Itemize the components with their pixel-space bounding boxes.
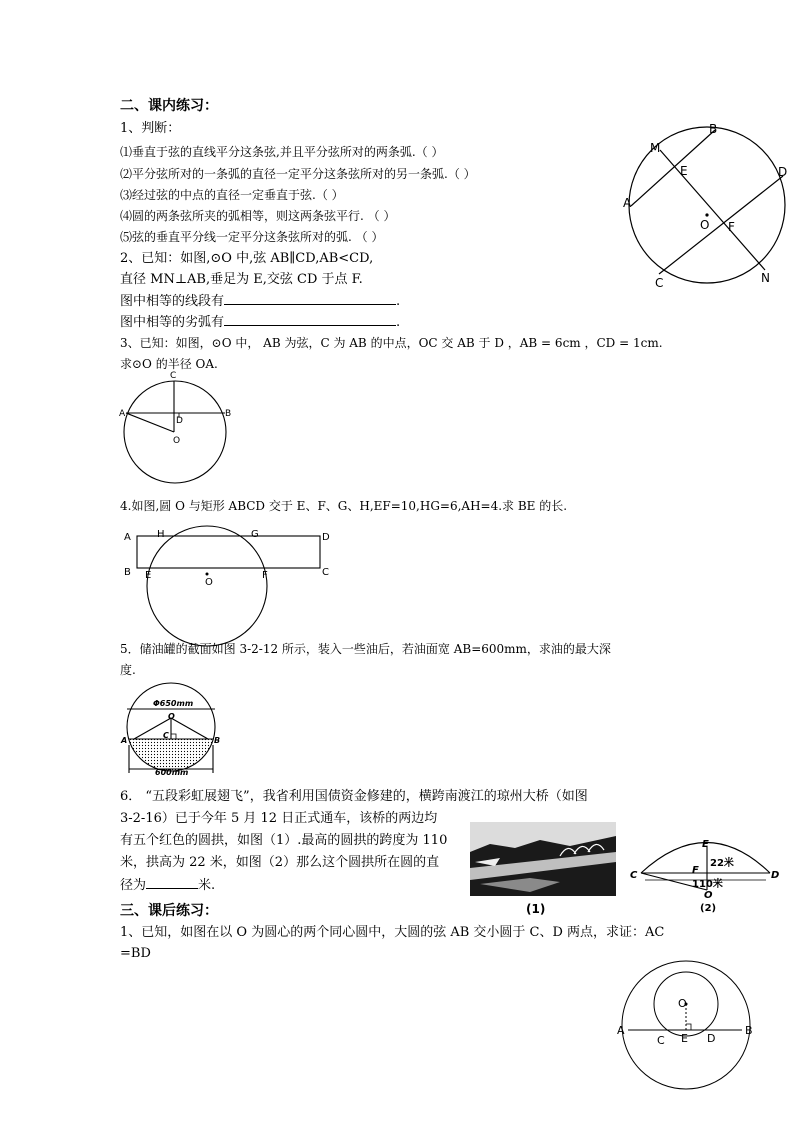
fig3-label-F: F <box>262 570 268 581</box>
q5-line-1: 5．储油罐的截面如图 3-2-12 所示，装入一些油后，若油面宽 AB=600mm，求油的最大深 <box>120 642 611 656</box>
q1-item-4: ⑷圆的两条弦所夹的弧相等，则这两条弦平行. （ ） <box>120 209 396 223</box>
fig6-right-angle-mark <box>686 1024 691 1030</box>
figure-5-caption-1: (1) <box>526 902 546 916</box>
fig4-label-O: O <box>168 712 175 721</box>
q6-unit: 米. <box>198 878 216 893</box>
fig1-label-N: N <box>761 271 770 285</box>
fig5-label-C: C <box>630 870 638 881</box>
s3-q1-line-1: 1、已知，如图在以 O 为圆心的两个同心圆中，大圆的弦 AB 交小圆于 C、D 两点，求证：AC <box>120 925 665 940</box>
fig1-label-E: E <box>680 164 688 178</box>
fig1-label-B: B <box>709 122 718 136</box>
fig2-label-O: O <box>173 436 181 446</box>
fig3-label-O: O <box>205 577 213 588</box>
fig1-label-O: O <box>700 218 710 232</box>
q1-item-1: ⑴垂直于弦的直线平分这条弦,并且平分弦所对的两条弧.（ ） <box>120 145 444 159</box>
fig1-label-C: C <box>655 276 664 290</box>
fig5-label-F: F <box>692 865 699 876</box>
fig6-label-O: O <box>678 997 687 1010</box>
fig3-label-A: A <box>124 532 131 543</box>
q2-equal-arcs-label: 图中相等的劣弧有 <box>120 315 225 330</box>
fig6-label-D: D <box>707 1032 716 1045</box>
fig2-label-D: D <box>176 416 183 426</box>
fig4-label-B: B <box>214 736 221 745</box>
fig4-label-C: C <box>163 731 169 740</box>
fig3-label-B: B <box>124 567 131 578</box>
q1-item-5: ⑸弦的垂直平分线一定平分这条弦所对的弧. （ ） <box>120 230 384 244</box>
q1-item-3: ⑶经过弦的中点的直径一定垂直于弦.（ ） <box>120 188 344 202</box>
fig6-label-E: E <box>681 1032 688 1045</box>
fig3-label-H: H <box>157 529 165 540</box>
fig3-label-D: D <box>322 532 330 543</box>
fig4-label-diameter: Φ650mm <box>153 699 194 708</box>
q6-line-2: 3-2-16）已于今年 5 月 12 日正式通车，该桥的两边均 <box>120 811 438 826</box>
fig3-label-C: C <box>322 567 329 578</box>
fig4-label-width: 600mm <box>155 768 189 777</box>
fig2-label-A: A <box>119 409 126 419</box>
fig6-label-A: A <box>617 1024 625 1037</box>
fig5-label-O: O <box>704 890 713 901</box>
fig5-label-D: D <box>771 870 780 881</box>
q3-line-2: 求⊙O 的半径 OA. <box>120 357 218 371</box>
fig6-label-B: B <box>745 1024 753 1037</box>
q2-period-2: . <box>396 315 401 330</box>
q2-line-1: 2、已知：如图,⊙O 中,弦 AB∥CD,AB<CD, <box>120 251 374 266</box>
fig3-label-G: G <box>251 529 259 540</box>
q2-period-1: . <box>396 294 401 309</box>
q6-line-3: 有五个红色的圆拱，如图（1）.最高的圆拱的跨度为 110 <box>120 833 448 848</box>
q4-line-1: 4.如图,圆 O 与矩形 ABCD 交于 E、F、G、H,EF=10,HG=6,AH=4.求 BE 的长. <box>120 499 568 513</box>
section3-heading: 三、课后练习： <box>120 903 218 919</box>
q2-equal-segments-label: 图中相等的线段有 <box>120 294 225 309</box>
q5-line-2: 度. <box>120 663 136 677</box>
fig2-label-C: C <box>170 371 177 381</box>
fig4-label-A: A <box>121 736 128 745</box>
fig6-label-C: C <box>657 1034 665 1047</box>
fig3-label-E: E <box>145 570 152 581</box>
s3-q1-line-2: =BD <box>120 946 151 961</box>
fig5-label-span: 110米 <box>692 879 723 890</box>
section2-heading: 二、课内练习： <box>120 98 218 114</box>
q1-title: 1、判断： <box>120 121 181 136</box>
q6-line-1: 6． “五段彩虹展翅飞”，我省利用国债资金修建的，横跨南渡江的琼州大桥（如图 <box>120 789 588 804</box>
fig1-label-F: F <box>728 220 735 234</box>
fig1-label-A: A <box>623 196 632 210</box>
fig1-label-D: D <box>778 165 788 179</box>
fig2-label-B: B <box>225 409 232 419</box>
fig5-label-height: 22米 <box>710 858 734 869</box>
fig1-label-M: M <box>650 141 661 155</box>
fig5-label-E: E <box>702 839 709 850</box>
q6-line-4: 米，拱高为 22 米，如图（2）那么这个圆拱所在圆的直 <box>120 855 440 870</box>
figure-5-caption-2: (2) <box>700 903 717 914</box>
q3-line-1: 3、已知：如图，⊙O 中， AB 为弦，C 为 AB 的中点，OC 交 AB 于 D ，AB = 6cm ，CD = 1cm. <box>120 336 663 350</box>
q1-item-2: ⑵平分弦所对的一条弧的直径一定平分这条弦所对的另一条弧.（ ） <box>120 167 476 181</box>
q2-line-2: 直径 MN⊥AB,垂足为 E,交弦 CD 于点 F. <box>120 272 363 287</box>
q6-diameter-label: 径为 <box>120 878 147 893</box>
